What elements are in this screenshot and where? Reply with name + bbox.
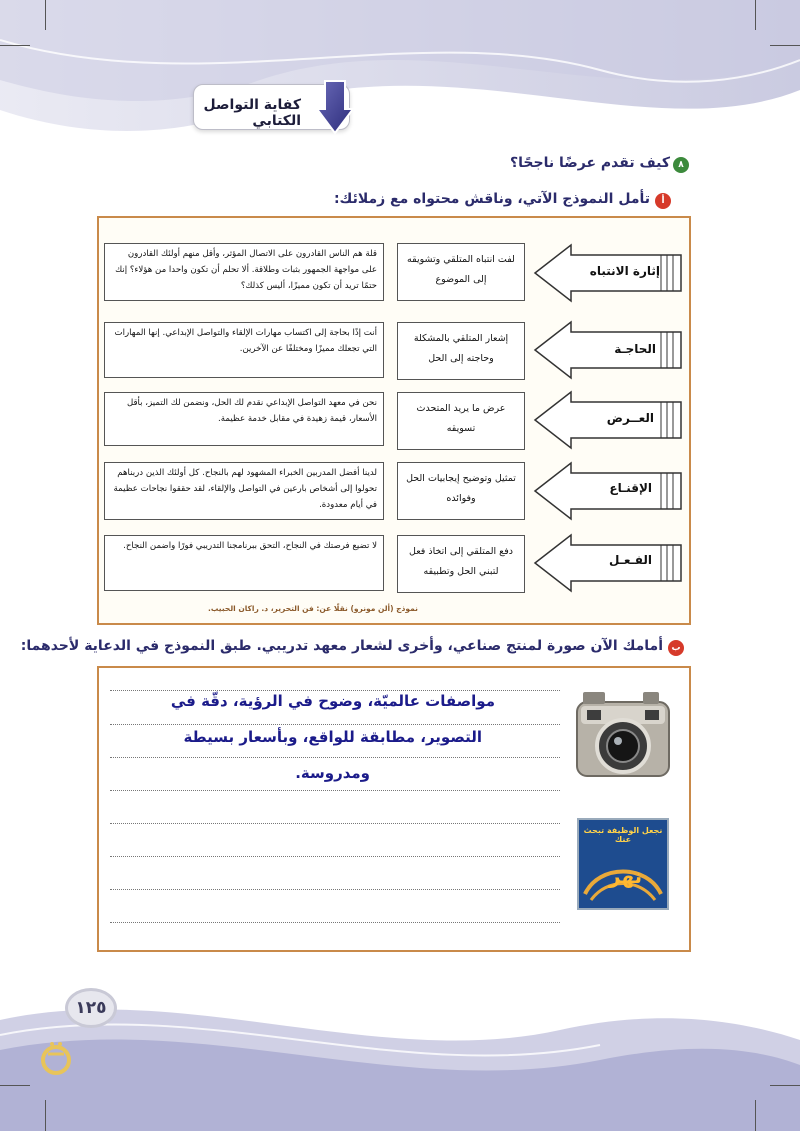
stage-label: الحاجـة [614,342,656,356]
answer-line [110,889,560,890]
answer-line [110,690,560,691]
answer-text-line: التصوير، مطابقة للواقع، وبأسعار بسيطة [183,728,482,746]
crop-mark [755,0,756,30]
part-a-marker: أ [655,193,671,209]
answer-line [110,856,560,857]
logo-slogan: نجعل الوظيفة تبحث عنك [583,826,663,844]
stage-label: إثارة الانتباه [589,264,660,278]
part-b-instruction: أمامك الآن صورة لمنتج صناعي، وأخرى لشعار معهد تدريبي. طبق النموذج في الدعاية لأحدهما: [20,638,663,654]
crop-mark [755,1100,756,1131]
example-text: لا تضيع فرصتك في النجاح، التحق ببرنامجنا التدريبي فورًا واضمن النجاح. [104,535,384,591]
crop-mark [0,45,30,46]
logo-name: نهر [609,864,643,888]
answer-line [110,757,560,758]
answer-line [110,922,560,923]
source-citation: نموذج (ألن مونرو) نقلًا عن: فن التحرير، د. راكان الحبيب. [208,604,418,613]
question-number-badge: ٨ [673,157,689,173]
stage-label: العــرض [606,411,654,425]
crop-mark [770,45,800,46]
stage-label: الفـعـل [609,553,652,567]
purpose-text: لفت انتباه المتلقي وتشويقه إلى الموضوع [397,243,525,301]
purpose-text: دفع المتلقي إلى اتخاذ فعل لتبني الحل وتطبيقه [397,535,525,593]
example-text: لدينا أفضل المدربين الخبراء المشهود لهم بالنجاح. كل أولئك الذين دربناهم تحولوا إلى أشخاص بارعين في التواصل والإلقاء، لقد حققوا نجاحات عظيمة في أيام معدودة. [104,462,384,520]
bottom-wave-decoration [0,960,800,1131]
publisher-logo-icon [40,1038,72,1080]
crop-mark [45,1100,46,1131]
down-arrow-icon [315,79,355,135]
example-text: أنت إذًا بحاجة إلى اكتساب مهارات الإلقاء والتواصل الإبداعي. إنها المهارات التي تجعلك مميزًا ومختلفًا عن الآخرين. [104,322,384,378]
crop-mark [770,1085,800,1086]
part-b-marker: ب [668,640,684,656]
stage-label: الإقنـاع [609,481,652,495]
part-a-instruction: تأمل النموذج الآتي، وناقش محتواه مع زملائك: [333,191,650,207]
institute-logo [577,818,669,910]
crop-mark [45,0,46,30]
stage-arrow-icon [533,461,683,521]
camera-image [573,688,673,783]
answer-text-line: ومدروسة. [295,764,370,782]
stage-arrow-icon [533,320,683,380]
example-text: قلة هم الناس القادرون على الاتصال المؤثر، وأقل منهم أولئك القادرون على مواجهة الجمهور بثبات وطلاقة. ألا تحلم أن تكون واحدا من هؤلاء؟ إنك حتمًا تريد أن تكون مميزًا، أليس كذلك؟ [104,243,384,301]
top-wave-decoration [0,0,800,170]
answer-line [110,790,560,791]
section-title: كفاية التواصل الكتابي [203,97,301,129]
stage-arrow-icon [533,533,683,593]
example-text: نحن في معهد التواصل الإبداعي نقدم لك الحل، ونضمن لك التميز، بأقل الأسعار، قيمة زهيدة في مقابل خدمة عظيمة. [104,392,384,446]
purpose-text: عرض ما يريد المتحدث تسويقه [397,392,525,450]
answer-text-line: مواصفات عالميّة، وضوح في الرؤية، دقّة في [170,692,495,710]
answer-line [110,823,560,824]
question-title: كيف تقدم عرضًا ناجحًا؟ [510,155,670,171]
purpose-text: إشعار المتلقي بالمشكلة وحاجته إلى الحل [397,322,525,380]
section-header-tab [193,84,350,130]
crop-mark [0,1085,30,1086]
answer-line [110,724,560,725]
page-number: ١٢٥ [65,988,117,1028]
purpose-text: تمثيل وتوضيح إيجابيات الحل وفوائده [397,462,525,520]
